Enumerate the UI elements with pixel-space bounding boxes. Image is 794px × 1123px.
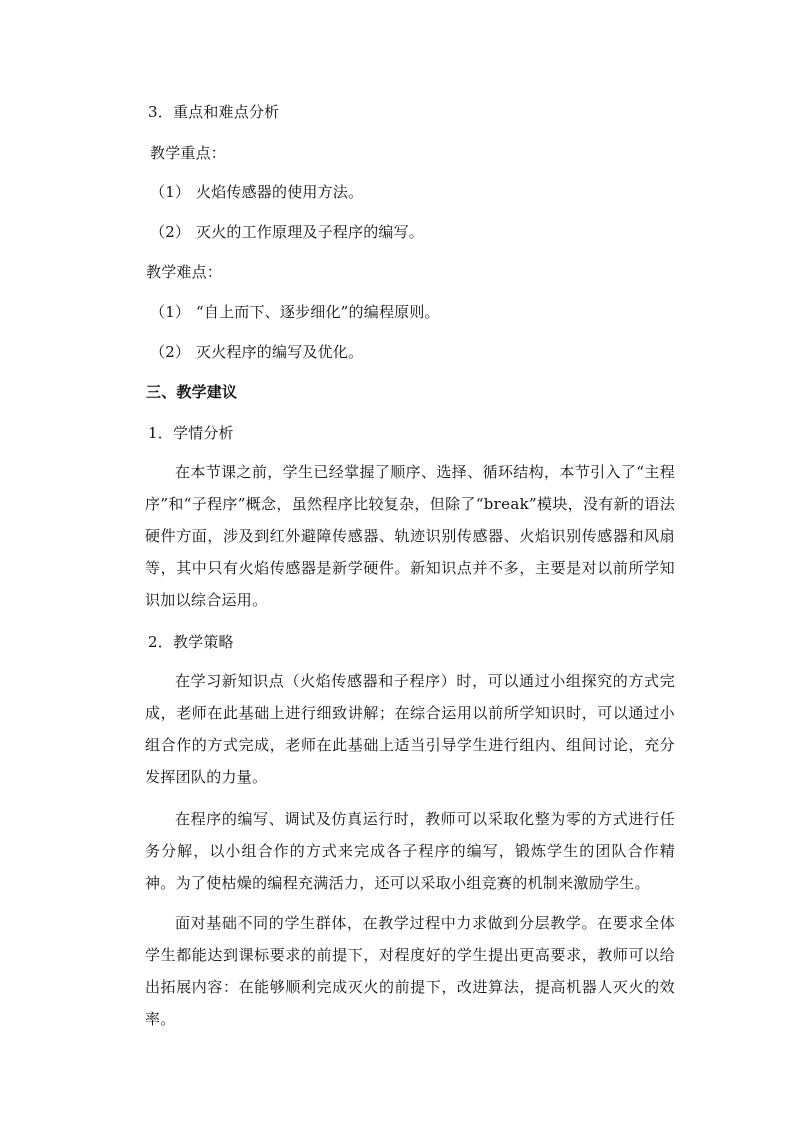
difficulty-label: 教学难点：	[146, 263, 223, 281]
difficulty-item-1-number: （1）	[150, 303, 191, 321]
focus-item-2	[150, 222, 424, 242]
difficulty-item-1	[150, 302, 440, 322]
focus-item-2-number: （2）	[150, 223, 191, 241]
section-heading-3: 3．重点和难点分析	[148, 103, 280, 121]
strategy-paragraph-3: 面对基础不同的学生群体，在教学过程中力求做到分层教学。在要求全体学生都能达到课标要求的前提下，对程度好的学生提出更高要求，教师可以给出拓展内容：在能够顺利完成灭火的前提下，改进算法，提高机器人灭火的效率。	[145, 914, 675, 1028]
focus-item-1-text: 火焰传感器的使用方法。	[196, 183, 364, 201]
difficulty-item-2	[150, 342, 363, 362]
strategy-paragraph-2: 在程序的编写、调试及仿真运行时，教师可以采取化整为零的方式进行任务分解，以小组合作的方式来完成各子程序的编写，锻炼学生的团队合作精神。为了使枯燥的编程充满活力，还可以采取小组竞赛的机制来激励学生。	[145, 810, 675, 892]
difficulty-item-1-text: “自上而下、逐步细化”的编程原则。	[196, 303, 440, 321]
strategy-paragraph-1: 在学习新知识点（火焰传感器和子程序）时，可以通过小组探究的方式完成，老师在此基础上进行细致讲解；在综合运用以前所学知识时，可以通过小组合作的方式完成，老师在此基础上适当引导学生进行组内、组间讨论，充分发挥团队的力量。	[145, 672, 675, 786]
part-3-heading: 三、教学建议	[146, 383, 238, 401]
section-heading-2: 2．教学策略	[148, 633, 234, 651]
focus-item-1	[150, 182, 363, 202]
difficulty-item-2-text: 灭火程序的编写及优化。	[196, 343, 364, 361]
focus-item-1-number: （1）	[150, 183, 191, 201]
learning-analysis-paragraph: 在本节课之前，学生已经掌握了顺序、选择、循环结构，本节引入了“主程序”和“子程序”概念，虽然程序比较复杂，但除了“break”模块，没有新的语法硬件方面，涉及到红外避障传感器、轨迹识别传感器、火焰识别传感器和风扇等，其中只有火焰传感器是新学硬件。新知识点并不多，主要是对以前所学知识加以综合运用。	[145, 463, 675, 609]
focus-label: 教学重点：	[150, 144, 227, 162]
focus-item-2-text: 灭火的工作原理及子程序的编写。	[196, 223, 425, 241]
difficulty-item-2-number: （2）	[150, 343, 191, 361]
section-heading-1: 1．学情分析	[148, 424, 234, 442]
